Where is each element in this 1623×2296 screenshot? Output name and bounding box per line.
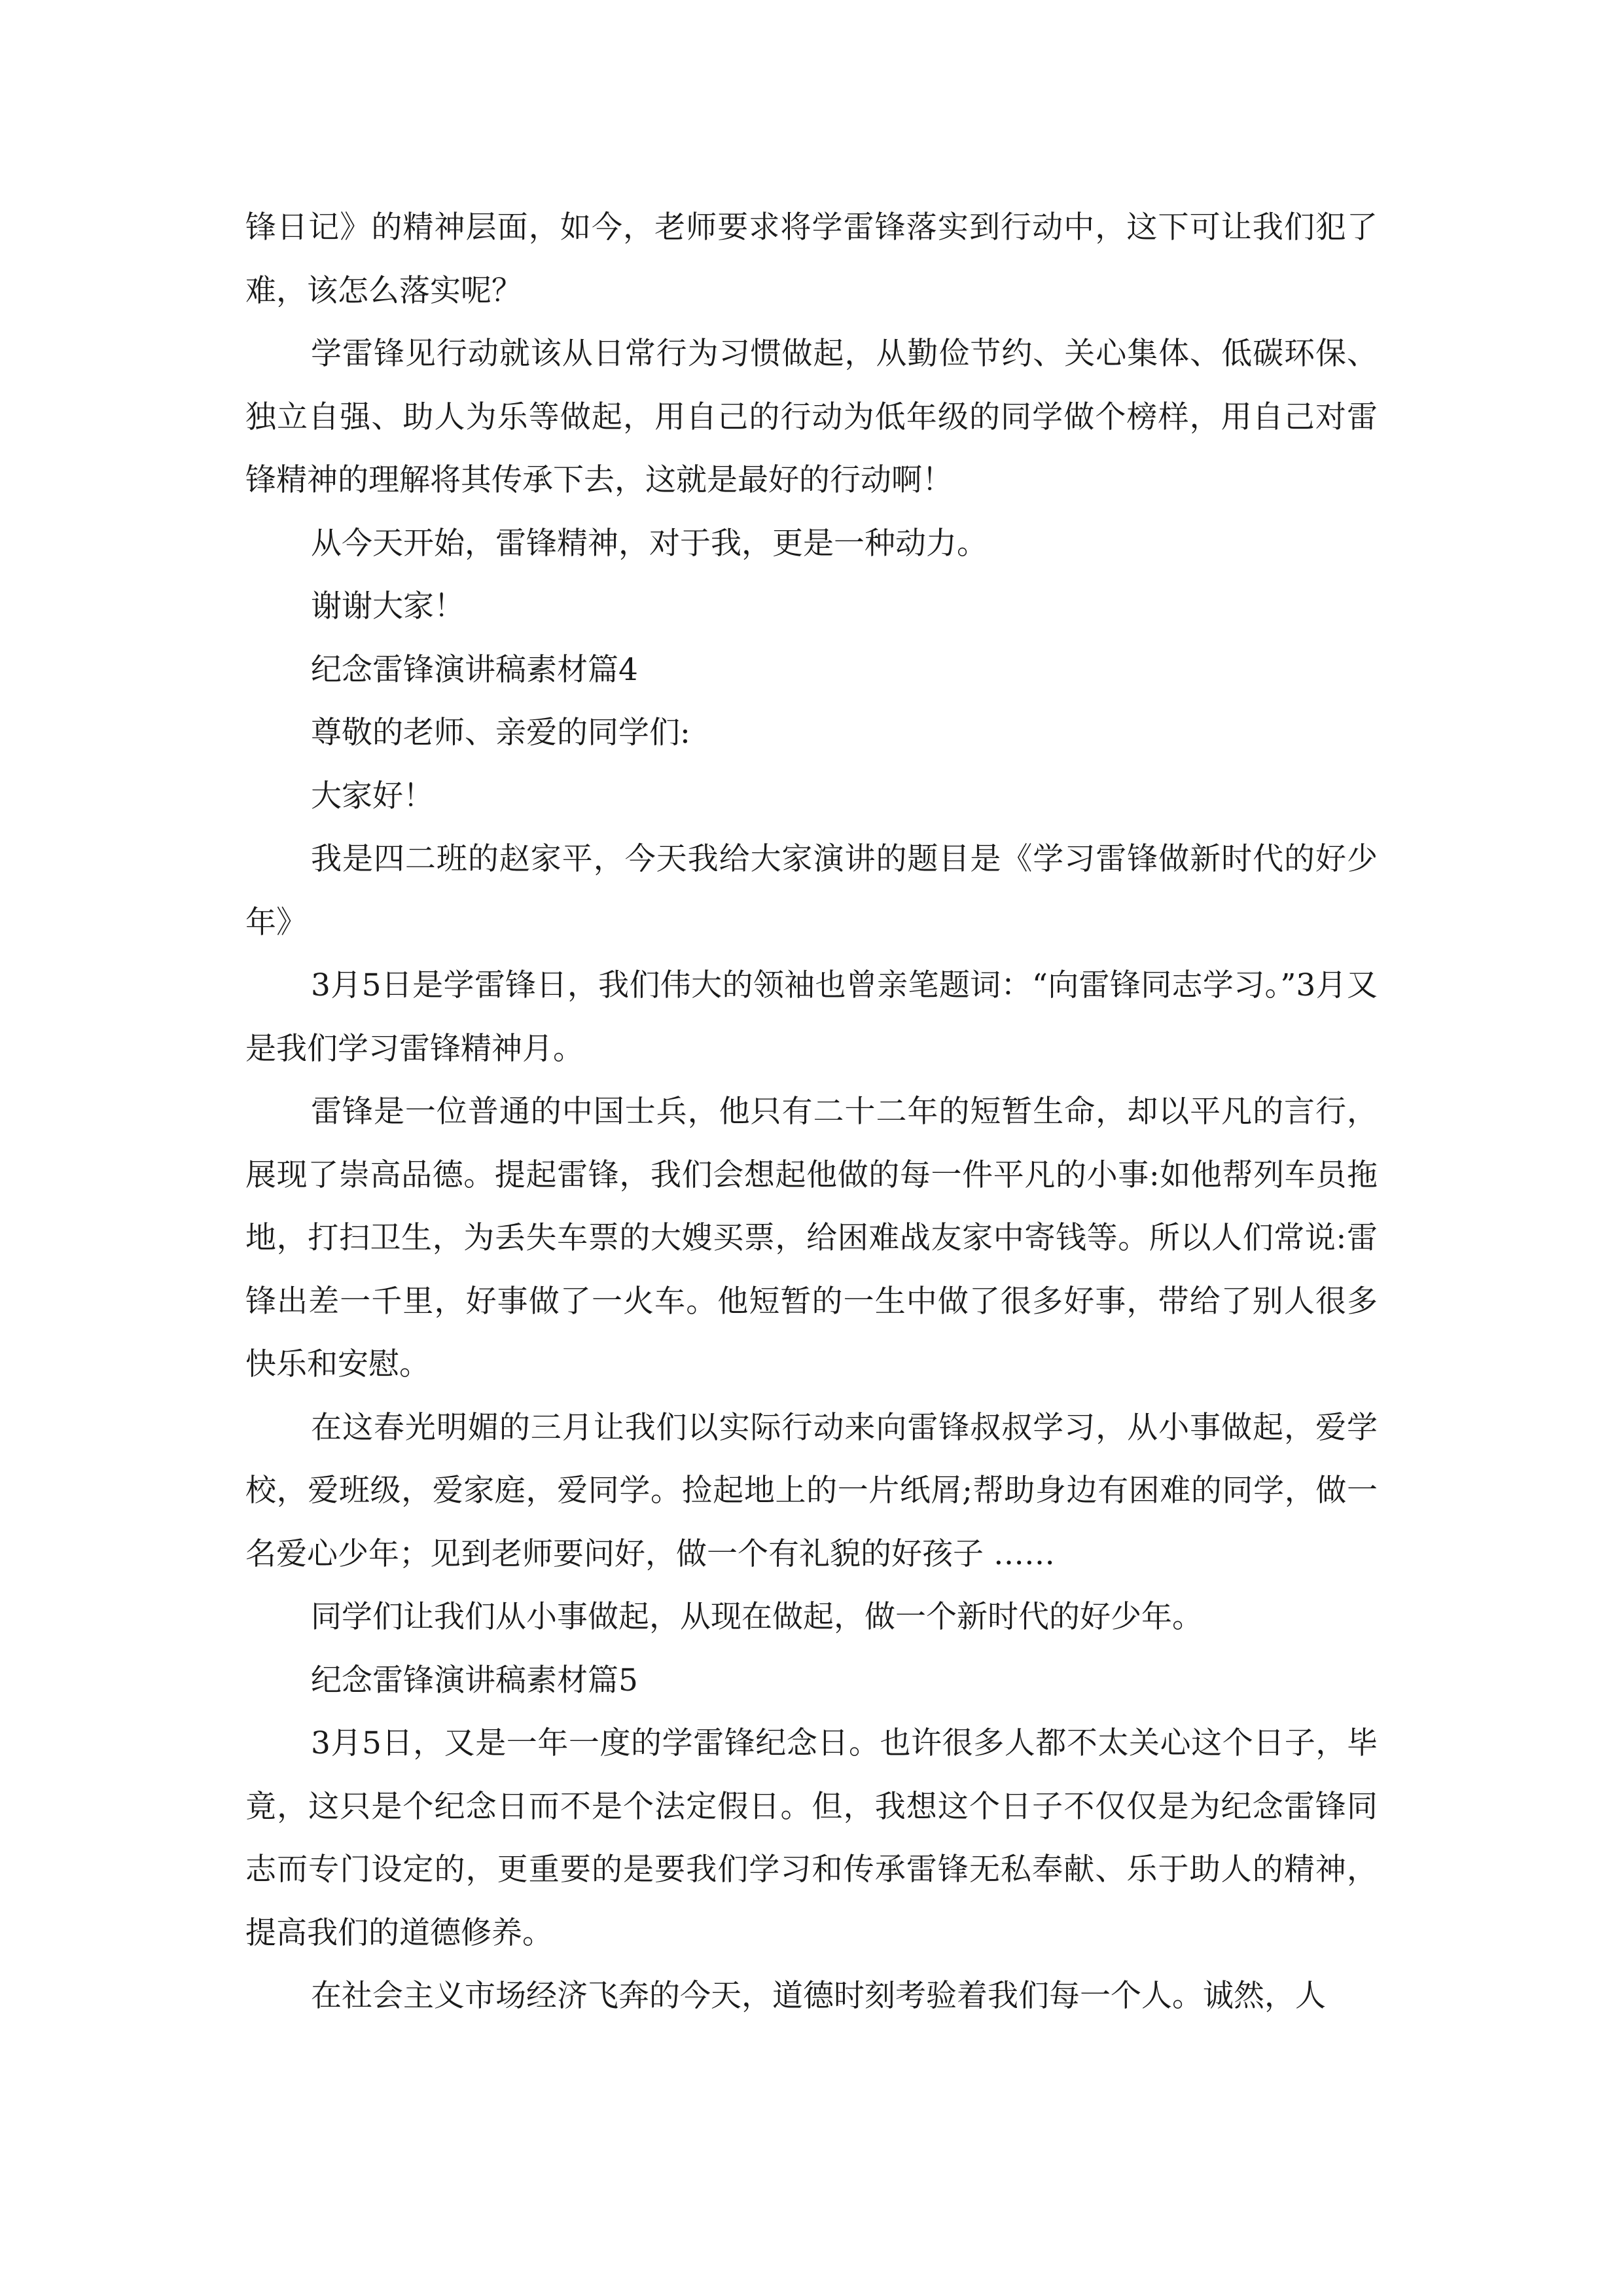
paragraph: 我是四二班的赵家平，今天我给大家演讲的题目是《学习雷锋做新时代的好少年》: [245, 841, 1378, 941]
paragraph: 同学们让我们从小事做起，从现在做起，做一个新时代的好少年。: [311, 1599, 1203, 1635]
paragraph: 在社会主义市场经济飞奔的今天，道德时刻考验着我们每一个人。诚然，人: [311, 1978, 1326, 2014]
paragraph: 谢谢大家！: [311, 588, 465, 624]
section-heading: 纪念雷锋演讲稿素材篇4: [311, 651, 638, 688]
paragraph: 在这春光明媚的三月让我们以实际行动来向雷锋叔叔学习，从小事做起，爱学校，爱班级，爱家庭，爱同学。捡起地上的一片纸屑;帮助身边有困难的同学，做一名爱心少年；见到老师要问好，做一个有礼貌的好孩子 ……: [245, 1409, 1378, 1572]
paragraph: 3月5日，又是一年一度的学雷锋纪念日。也许很多人都不太关心这个日子，毕竟，这只是个纪念日而不是个法定假日。但，我想这个日子不仅仅是为纪念雷锋同志而专门设定的，更重要的是要我们学习和传承雷锋无私奉献、乐于助人的精神，提高我们的道德修养。: [245, 1725, 1378, 1951]
paragraph: 从今天开始，雷锋精神，对于我，更是一种动力。: [311, 525, 988, 562]
paragraph: 锋日记》的精神层面，如今，老师要求将学雷锋落实到行动中，这下可让我们犯了难，该怎么落实呢？: [245, 209, 1378, 309]
section-heading: 纪念雷锋演讲稿素材篇5: [311, 1662, 638, 1698]
paragraph: 3月5日是学雷锋日，我们伟大的领袖也曾亲笔题词：“向雷锋同志学习。”3月又是我们学习雷锋精神月。: [245, 967, 1378, 1067]
document-body: [245, 196, 1378, 2028]
greeting: 大家好！: [311, 778, 434, 814]
paragraph: 雷锋是一位普通的中国士兵，他只有二十二年的短暂生命，却以平凡的言行，展现了崇高品德。提起雷锋，我们会想起他做的每一件平凡的小事:如他帮列车员拖地，打扫卫生，为丢失车票的大嫂买票，给困难战友家中寄钱等。所以人们常说:雷锋出差一千里，好事做了一火车。他短暂的一生中做了很多好事，带给了别人很多快乐和安慰。: [245, 1094, 1378, 1382]
paragraph: 学雷锋见行动就该从日常行为习惯做起，从勤俭节约、关心集体、低碳环保、独立自强、助人为乐等做起，用自己的行动为低年级的同学做个榜样，用自己对雷锋精神的理解将其传承下去，这就是最好的行动啊！: [245, 336, 1378, 498]
salutation: 尊敬的老师、亲爱的同学们:: [311, 715, 690, 751]
